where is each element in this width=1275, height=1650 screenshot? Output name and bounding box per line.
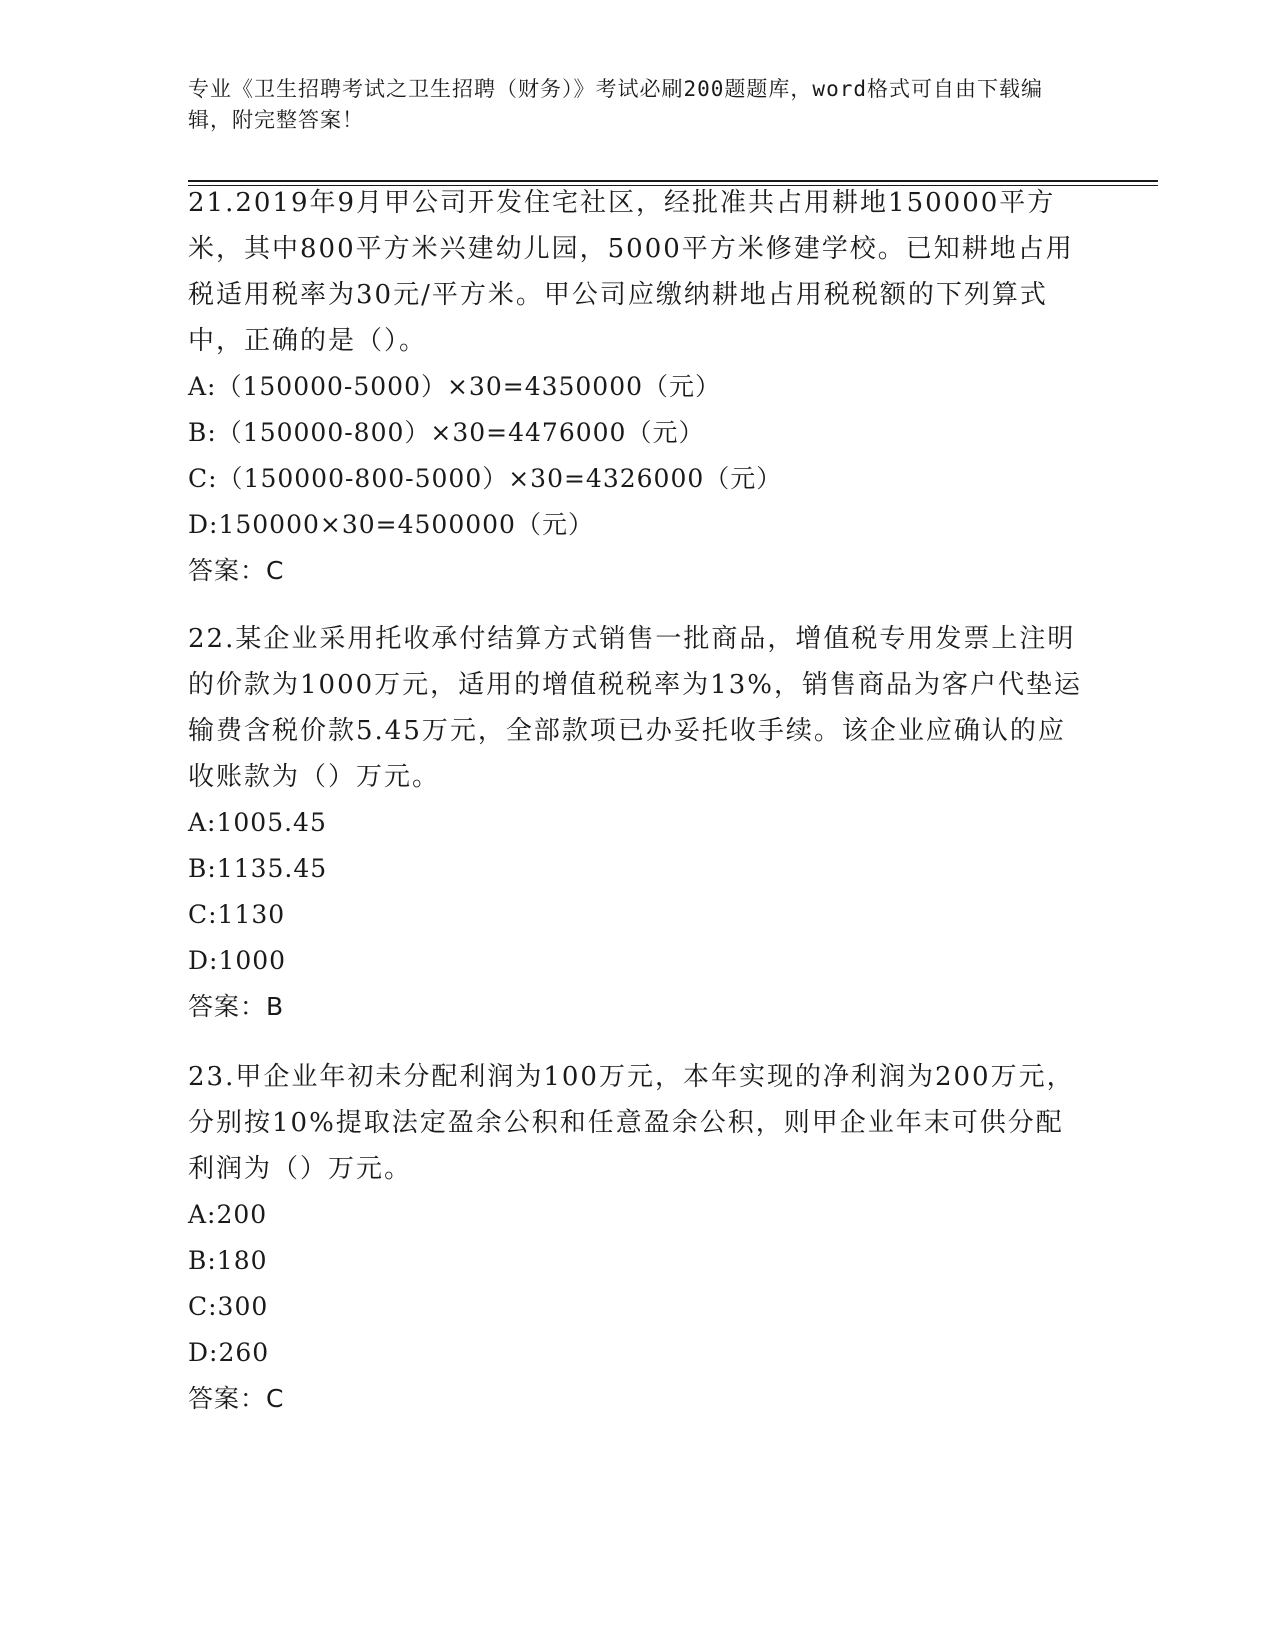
answer-line: 答案：C	[188, 1384, 285, 1413]
question-stem: 22.某企业采用托收承付结算方式销售一批商品，增值税专用发票上注明的价款为1000万元，适用的增值税税率为13%，销售商品为客户代垫运输费含税价款5.45万元，全部款项已办妥托收手续。该企业应确认的应收账款为（）万元。	[188, 624, 1082, 792]
option-b: B:（150000-800）×30=4476000（元）	[188, 418, 705, 447]
option-a: A:（150000-5000）×30=4350000（元）	[188, 372, 722, 401]
answer-line: 答案：C	[188, 556, 285, 585]
question-stem: 23.甲企业年初未分配利润为100万元，本年实现的净利润为200万元，分别按10%提取法定盈余公积和任意盈余公积，则甲企业年末可供分配利润为（）万元。	[188, 1062, 1075, 1184]
option-d: D:150000×30=4500000（元）	[188, 510, 594, 539]
answer-line: 答案：B	[188, 992, 285, 1021]
option-a: A:1005.45	[188, 808, 327, 837]
option-c: C:300	[188, 1292, 269, 1321]
option-d: D:260	[188, 1338, 270, 1367]
option-c: C:（150000-800-5000）×30=4326000（元）	[188, 464, 783, 493]
question-21	[188, 180, 1088, 594]
option-a: A:200	[188, 1200, 268, 1229]
option-d: D:1000	[188, 946, 287, 975]
question-23	[188, 1054, 1088, 1422]
option-b: B:180	[188, 1246, 268, 1275]
question-22	[188, 616, 1088, 1030]
option-c: C:1130	[188, 900, 286, 929]
question-stem: 21.2019年9月甲公司开发住宅社区，经批准共占用耕地150000平方米，其中800平方米兴建幼儿园，5000平方米修建学校。已知耕地占用税适用税率为30元/平方米。甲公司应缴纳耕地占用税税额的下列算式中，正确的是（）。	[188, 188, 1074, 356]
option-b: B:1135.45	[188, 854, 328, 883]
document-header: 专业《卫生招聘考试之卫生招聘（财务）》考试必刷200题题库，word格式可自由下载编辑，附完整答案！	[188, 77, 1043, 132]
